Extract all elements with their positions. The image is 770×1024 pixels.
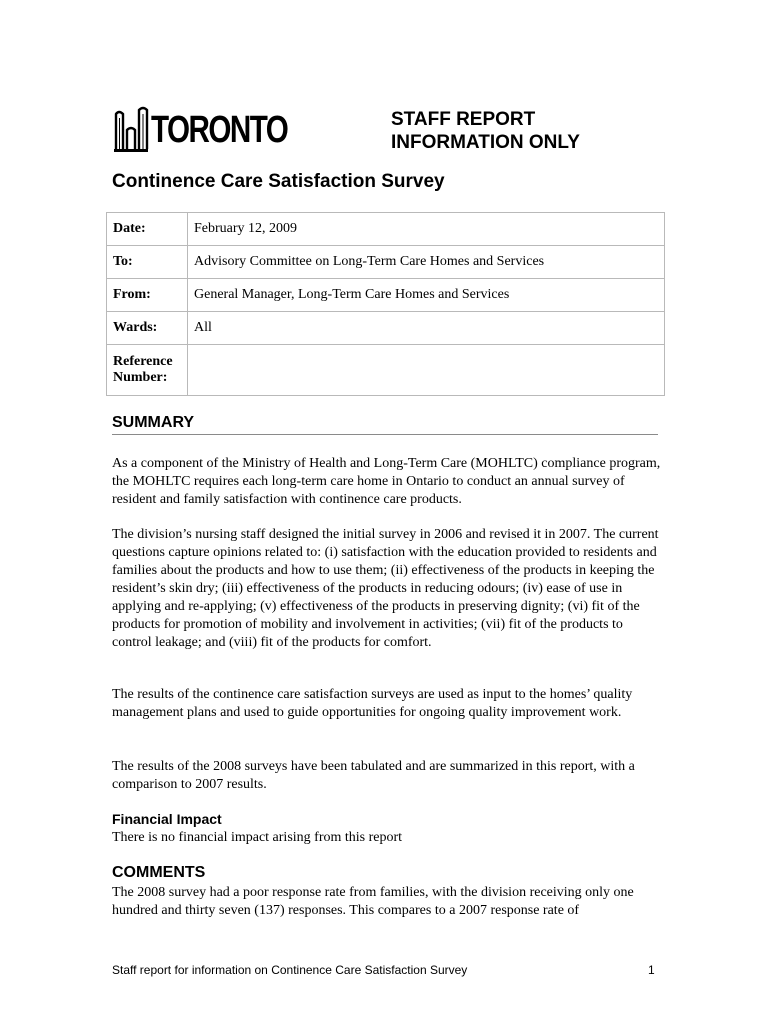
toronto-logo xyxy=(111,100,288,156)
table-row xyxy=(107,345,665,396)
city-hall-icon xyxy=(111,100,151,156)
table-row xyxy=(107,213,665,246)
comments-heading: COMMENTS xyxy=(112,864,206,881)
reference-label-line-2: Number: xyxy=(113,370,168,385)
report-type-line-2: INFORMATION ONLY xyxy=(391,132,580,153)
summary-paragraph-2: The division’s nursing staff designed the initial survey in 2006 and revised it in 2007. The current questions capture opinions related to: (i) satisfaction with the education provided to residents and families about the products and how to use them; (ii) effectiveness of the products in keeping the resident’s skin dry; (iii) effectiveness of the products in reducing odours; (iv) ease of use in applying and re-applying; (v) effectiveness of the products in preserving dignity; (vi) fit of the products for promotion of mobility and involvement in activities; (vii) fit of the products to control leakage; and (viii) fit of the products for comfort. xyxy=(112,527,659,650)
summary-paragraph-4: The results of the 2008 surveys have been tabulated and are summarized in this report, with a comparison to 2007 results. xyxy=(112,759,635,792)
page-number: 1 xyxy=(648,963,655,977)
reference-number-label xyxy=(107,345,188,396)
from-label: From: xyxy=(107,279,188,312)
wards-label: Wards: xyxy=(107,312,188,345)
comments-paragraph-1: The 2008 survey had a poor response rate from families, with the division receiving only one hundred and thirty seven (137) responses. This compares to a 2007 response rate of xyxy=(112,885,634,918)
to-value: Advisory Committee on Long-Term Care Homes and Services xyxy=(188,246,665,279)
wards-value: All xyxy=(188,312,665,345)
financial-impact-heading: Financial Impact xyxy=(112,811,222,827)
to-label: To: xyxy=(107,246,188,279)
logo-wordmark: TORONTO xyxy=(151,109,288,151)
reference-label-line-1: Reference xyxy=(113,354,173,369)
summary-paragraph-3: The results of the continence care satisfaction surveys are used as input to the homes’ quality management plans and used to guide opportunities for ongoing quality improvement work. xyxy=(112,687,633,720)
report-metadata-table xyxy=(106,212,665,396)
summary-heading: SUMMARY xyxy=(112,414,658,435)
report-type xyxy=(391,108,580,154)
summary-paragraph-1: As a component of the Ministry of Health and Long-Term Care (MOHLTC) compliance program, the MOHLTC requires each long-term care home in Ontario to conduct an annual survey of resident and family satisfaction with continence care products. xyxy=(112,456,661,507)
date-value: February 12, 2009 xyxy=(188,213,665,246)
table-row xyxy=(107,312,665,345)
table-row xyxy=(107,279,665,312)
page-footer: Staff report for information on Continence Care Satisfaction Survey xyxy=(112,963,468,977)
from-value: General Manager, Long-Term Care Homes and Services xyxy=(188,279,665,312)
date-label: Date: xyxy=(107,213,188,246)
document-title: Continence Care Satisfaction Survey xyxy=(112,171,445,192)
financial-impact-text: There is no financial impact arising from this report xyxy=(112,830,403,845)
table-row xyxy=(107,246,665,279)
report-type-line-1: STAFF REPORT xyxy=(391,109,536,130)
reference-number-value xyxy=(188,345,665,396)
